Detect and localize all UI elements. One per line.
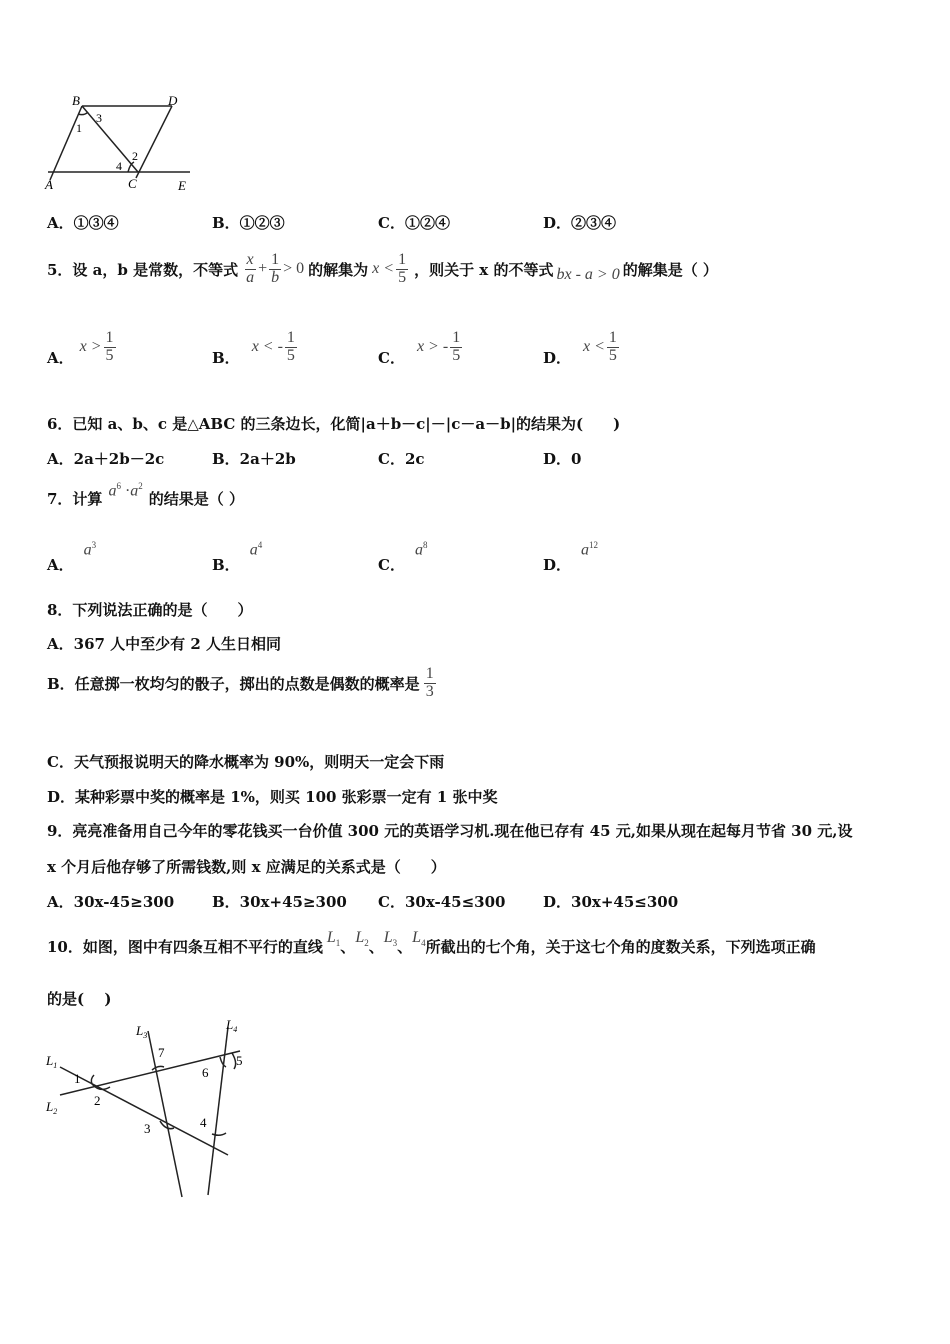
q7-option-c-exp: 8 <box>422 540 428 550</box>
q7-option-b-label: B． <box>212 556 240 574</box>
angle-label-5: 5 <box>236 1053 243 1068</box>
q5-option-c-label: C． <box>378 348 405 367</box>
q8-option-b-num: 1 <box>425 665 434 682</box>
q8-option-b-text: B．任意掷一枚均匀的骰子，掷出的点数是偶数的概率是 <box>47 674 420 693</box>
q7-option-c-label: C． <box>378 556 405 574</box>
q5-stem-part4: 的解集是（ ） <box>622 260 718 279</box>
q10-line-l2-sub: 2 <box>364 938 369 949</box>
segment-ab <box>50 106 82 180</box>
q10-stem-line1 <box>47 928 816 957</box>
angle-label-4: 4 <box>200 1115 207 1130</box>
line-l2 <box>60 1051 240 1095</box>
q7-option-c <box>378 540 428 574</box>
q5-option-b-den: 5 <box>286 346 295 364</box>
q7-option-a-label: A． <box>47 556 74 574</box>
q7-option-a-exp: 3 <box>91 540 97 550</box>
q9-option-b: B．30x+45≥300 <box>212 893 347 911</box>
line-l3 <box>148 1031 182 1197</box>
q5-frac-den-b: b <box>271 268 280 286</box>
q5-stem <box>47 252 718 287</box>
q9-stem-line1: 9．亮亮准备用自己今年的零花钱买一台价值 300 元的英语学习机.现在他已存有 45 元,如果从现在起每月节省 30 元,设 <box>47 822 853 840</box>
label-a: A <box>45 177 53 192</box>
q7-option-b-base: a <box>249 541 258 559</box>
q5-option-a-label: A． <box>47 348 74 367</box>
q5-frac-num-x: x <box>246 251 254 268</box>
q7-base-2: a <box>130 482 139 500</box>
q7-option-b <box>212 540 263 574</box>
q6-stem: 6．已知 a、b、c 是△ABC 的三条边长，化简|a＋b－c|－|c－a－b|的结果为( ) <box>47 415 621 433</box>
q7-option-d-base: a <box>581 541 590 559</box>
q8-option-d: D．某种彩票中奖的概率是 1%，则买 100 张彩票一定有 1 张中奖 <box>47 788 498 806</box>
q7-stem <box>47 480 244 509</box>
line-label-l3: $L_3$ <box>136 1023 148 1040</box>
q10-line-l4: L <box>412 928 422 946</box>
q5-option-c-num: 1 <box>452 329 461 346</box>
q9-option-a: A．30x-45≥300 <box>47 893 175 911</box>
line-l1 <box>60 1067 228 1155</box>
q5-option-a-expr: x > <box>79 338 102 356</box>
q5-option-c-den: 5 <box>452 346 461 364</box>
q5-sol-den: 5 <box>398 268 407 286</box>
q5-frac-den-a: a <box>246 268 255 286</box>
q5-option-a-num: 1 <box>105 329 114 346</box>
q10-line-l3-sub: 3 <box>392 938 398 949</box>
q5-stem-part2: 的解集为 <box>308 260 369 279</box>
q5-option-b-expr: x < - <box>251 338 283 356</box>
q9-option-d: D．30x+45≤300 <box>543 893 679 911</box>
angle-label-6: 6 <box>202 1065 209 1080</box>
angle-arc-4 <box>212 1133 226 1135</box>
q5-gt0: > 0 <box>283 260 305 278</box>
q7-option-b-exp: 4 <box>257 540 263 550</box>
angle-label-2: 2 <box>132 149 138 163</box>
q5-solution-x: x < <box>372 260 395 278</box>
q7-stem-part2: 的结果是（ ） <box>148 490 244 508</box>
angle-label-3: 3 <box>96 111 102 125</box>
q4-option-b: B．①②③ <box>212 214 285 232</box>
figure-four-lines <box>40 1015 260 1205</box>
angle-arc-6 <box>220 1057 226 1067</box>
q4-option-a: A．①③④ <box>47 214 119 232</box>
q5-stem-part1: 5．设 a，b 是常数，不等式 <box>47 260 239 279</box>
q10-sep-1: 、 <box>340 938 356 956</box>
q5-solution <box>372 252 410 287</box>
figure-parallelogram <box>40 92 200 197</box>
angle-label-4: 4 <box>116 159 122 173</box>
q7-option-d <box>543 540 599 574</box>
q9-stem-line2: x 个月后他存够了所需钱数,则 x 应满足的关系式是（ ） <box>47 858 446 876</box>
q10-line-l1: L <box>326 928 336 946</box>
q5-inequality <box>242 252 304 287</box>
q8-option-a: A．367 人中至少有 2 人生日相同 <box>47 635 282 653</box>
q10-sep-3: 、 <box>397 938 413 956</box>
angle-label-2: 2 <box>94 1093 101 1108</box>
q10-line-l1-sub: 1 <box>335 938 341 949</box>
q10-stem-part2: 所截出的七个角，关于这七个角的度数关系，下列选项正确 <box>425 938 816 956</box>
segment-dc <box>136 106 172 178</box>
q5-option-a-den: 5 <box>105 346 114 364</box>
q10-line-l4-sub: 4 <box>421 938 426 949</box>
angle-label-7: 7 <box>158 1045 165 1060</box>
q6-option-c: C．2c <box>378 450 425 468</box>
q7-expression: $a^6 \cdot a^2$ <box>108 480 143 500</box>
q8-option-c: C．天气预报说明天的降水概率为 90%，则明天一定会下雨 <box>47 753 445 771</box>
q10-sep-2: 、 <box>368 938 384 956</box>
q7-exp-2: 2 <box>138 480 143 491</box>
q5-option-d-label: D． <box>543 348 572 367</box>
line-label-l2: $L_2$ <box>46 1099 58 1116</box>
q7-option-a <box>47 540 97 574</box>
line-l4 <box>208 1027 228 1195</box>
q7-option-c-base: a <box>414 541 423 559</box>
line-label-l1: $L_1$ <box>46 1053 58 1070</box>
q7-option-d-exp: 12 <box>589 540 599 550</box>
q5-option-d-expr: x < <box>583 338 605 356</box>
angle-label-3: 3 <box>144 1121 151 1136</box>
q5-option-c-expr: x > - <box>416 338 449 356</box>
label-d: D <box>168 93 178 108</box>
q5-sol-num: 1 <box>398 251 407 268</box>
angle-arc-1 <box>91 1075 94 1084</box>
q10-stem-line2: 的是( ) <box>47 990 112 1008</box>
q7-exp-6: 6 <box>116 480 121 491</box>
q4-option-c: C．①②④ <box>378 214 450 232</box>
q7-base: a <box>108 482 117 500</box>
q5-option-b-num: 1 <box>286 329 295 346</box>
label-c: C <box>128 176 137 191</box>
q10-stem-part1: 10．如图，图中有四条互相不平行的直线 <box>47 938 323 956</box>
angle-label-1: 1 <box>76 121 82 135</box>
q5-option-b-label: B． <box>212 348 240 367</box>
q8-stem: 8．下列说法正确的是（ ） <box>47 601 253 619</box>
q7-stem-part1: 7．计算 <box>47 490 103 508</box>
line-label-l4: $L_4$ <box>226 1017 238 1034</box>
q10-line-l2: L <box>355 928 365 946</box>
q5-option-d <box>543 330 621 365</box>
q8-option-b-den: 3 <box>425 682 434 700</box>
q4-option-d: D．②③④ <box>543 214 617 232</box>
q5-option-d-den: 5 <box>608 346 617 364</box>
q5-plus: + <box>258 260 268 278</box>
q5-option-b <box>212 330 299 365</box>
q6-option-a: A．2a＋2b－2c <box>47 450 165 468</box>
q6-option-d: D．0 <box>543 450 582 468</box>
q9-option-c: C．30x-45≤300 <box>378 893 506 911</box>
q7-option-d-label: D． <box>543 556 572 574</box>
q7-option-a-base: a <box>83 541 92 559</box>
q10-line-l3: L <box>383 928 393 946</box>
q5-frac-num-1: 1 <box>271 251 280 268</box>
q6-option-b: B．2a＋2b <box>212 450 296 468</box>
q5-inequality-2: bx - a > 0 <box>556 266 620 284</box>
angle-label-1: 1 <box>74 1071 81 1086</box>
q5-option-c <box>378 330 464 365</box>
label-e: E <box>178 178 186 193</box>
q5-option-d-num: 1 <box>608 329 617 346</box>
q5-option-a <box>47 330 118 365</box>
q8-option-b <box>47 666 438 701</box>
label-b: B <box>72 93 80 108</box>
q5-stem-part3: ，则关于 x 的不等式 <box>414 260 554 279</box>
segment-bc <box>82 106 138 172</box>
